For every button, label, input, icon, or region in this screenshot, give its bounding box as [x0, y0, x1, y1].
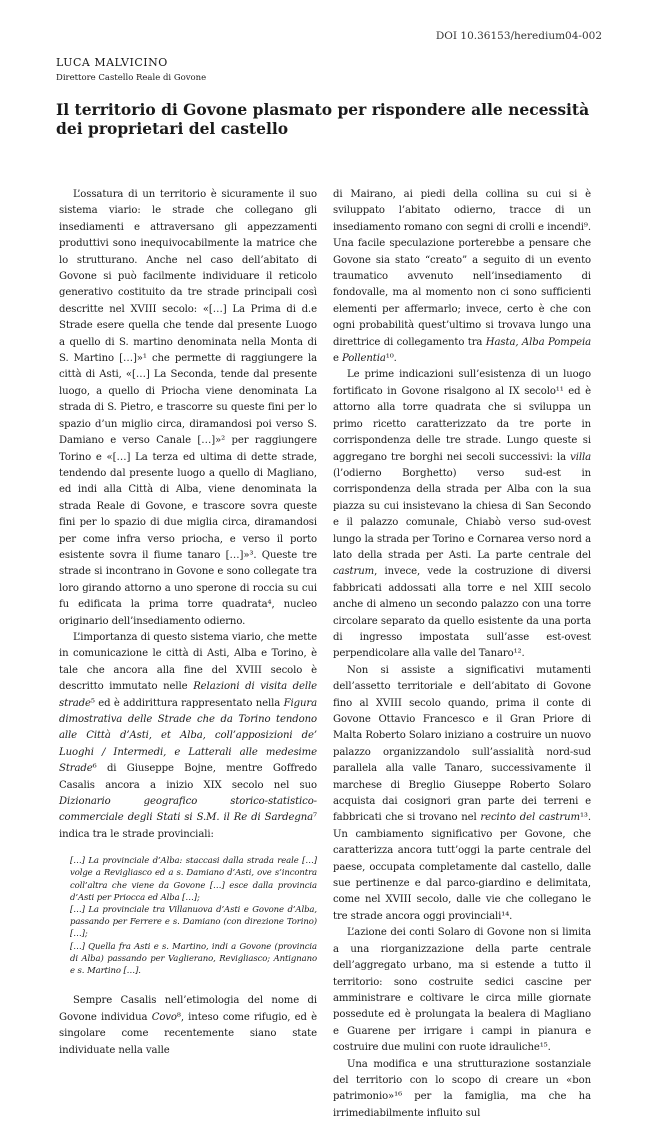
- paragraph-text: , invece, vede la costruzione di diversi fabbricati addossati alla torre e nel XIII secolo anche di almeno un secondo palazzo con una torre circolare separato da quello esistente da una porta di ingresso impostata sull’asse est-ovest perpendicolare alla valle del Tanaro¹².: [333, 566, 591, 660]
- paragraph: [59, 993, 317, 1059]
- paragraph: [333, 187, 591, 367]
- author-affiliation: Direttore Castello Reale di Govone: [56, 73, 207, 83]
- paragraph: [333, 925, 591, 1056]
- paragraph-text: L’azione dei conti Solaro di Govone non si limita a una riorganizzazione della parte centrale dell’aggregato urbano, ma si estende a tutto il territorio: sono costruite sedici cascine per amministrare e coltivare le circa mille giornate possedute ed è prolungata la bealera di Magliano e Guarene per irrigare i campi in pianura e costruire due mulini con ruote idrauliche¹⁵.: [333, 927, 591, 1054]
- paragraph-text: Le prime indicazioni sull’esistenza di un luogo fortificato in Govone risalgono al IX secolo¹¹ ed è attorno alla torre quadrata che si sviluppa un primo ricetto caratterizzato da tre porte in corrispondenza delle tre strade. Lungo queste si aggregano tre borghi nei secoli successivi: la: [333, 369, 591, 463]
- quote-item: […] Quella fra Asti e s. Martino, indi a Govone (provincia di Alba) passando per Vaglierano, Revigliasco; Antignano e s. Martino […].: [70, 941, 317, 977]
- paragraph: [59, 187, 317, 630]
- paragraph-text: (l’odierno Borghetto) verso sud-est in corrispondenza della strada per Alba con la sua piazza su cui insistevano la chiesa di San Secondo e il palazzo comunale, Chiabò verso sud-ovest lungo la strada per Torino e Cornarea verso nord a lato della strada per Asti. La parte centrale del: [333, 467, 591, 561]
- paragraph-text: Sempre Casalis nell’etimologia del nome di Govone individua: [59, 995, 317, 1023]
- italic-word: recinto del castrum: [480, 812, 580, 824]
- italic-title: Figura dimostrativa delle Strade che da Torino tendono alle Città d’Asti, et Alba, coll’apposizioni de’ Luoghi / Intermedi, e Latterali alle medesime Strade: [59, 697, 317, 775]
- italic-word: villa: [570, 451, 591, 463]
- italic-word: Hasta, Alba Pompeia: [485, 336, 591, 348]
- paragraph-text: ⁵ ed è addirittura rappresentato nella: [90, 697, 284, 709]
- paragraph: [333, 663, 591, 926]
- paragraph: [333, 367, 591, 662]
- paragraph-text: di Mairano, ai piedi della collina su cui si è sviluppato l’abitato odierno, tracce di un insediamento romano con segni di crolli e incendi⁹. Una facile speculazione porterebbe a pensare che Govone sia stato “creato” a seguito di un evento traumatico avvenuto nell’insediamento di fondovalle, ma al momento non ci sono sufficienti elementi per affermarlo; invece, certo è che con ogni probabilità quest’ultimo si trovava lungo una direttrice di collegamento tra: [333, 189, 591, 348]
- paragraph-text: ¹³. Un cambiamento significativo per Govone, che caratterizza ancora tutt’oggi la parte centrale del paese, occupata completamente dal castello, dalle sue pertinenze e dal parco-giardino e delimitata, come nel XVIII secolo, dalle vie che collegano le tre strade ancora oggi provinciali¹⁴.: [333, 812, 591, 922]
- quote-item: […] La provinciale tra Villanuova d’Asti e Govone d’Alba, passando per Ferrere e s. Damiano (con direzione Torino) […];: [70, 905, 317, 940]
- article-title: Il territorio di Govone plasmato per rispondere alle necessità dei proprietari del castello: [56, 100, 590, 138]
- quote-item: […] La provinciale d’Alba: staccasi dalla strada reale […] volge a Revigliasco ed a s. Damiano d’Asti, ove s’incontra coll’altra che viene da Govone […] esce dalla provincia d’Asti per Priocca ed Alba […];: [70, 856, 317, 903]
- doi-label: DOI 10.36153/heredium04-002: [435, 30, 602, 42]
- right-column: [333, 187, 591, 1122]
- italic-title: Relazioni di visita delle strade: [59, 681, 318, 709]
- paragraph-text: L’ossatura di un territorio è sicuramente il suo sistema viario: le strade che collegano gli insediamenti e attraversano gli appezzamenti produttivi sono inequivocabilmente la matrice che lo strutturano. Anche nel caso dell’abitato di Govone si può facilmente individuare il reticolo generativo costituito da tre strade principali così descritte nel XVIII secolo: «[…] La Prima di d.e Strade esere quella che tende dal presente Luogo a quello di S. martino denominata nella Monta di S. Martino […]»¹ che permette di raggiungere la città di Asti, «[…] La Seconda, tende dal presente luogo, a quello di Priocha viene denominata La strada di S. Pietro, e trascorre su queste fini per lo spazio d’un miglio circa, diramandosi poi verso S. Damiano e verso Canale […]»² per raggiungere Torino e «[…] La terza ed ultima di dette strade, tendendo dal presente luogo a quello di Magliano, ed indi alla Città di Alba, viene denominata la strada Reale di Govone, e trascore sovra queste fini per lo spazio di due miglia circa, diramandosi per come infra verso priocha, e verso il porto esistente sovra il fiume tanaro […]»³. Queste tre strade si incontrano in Govone e sono collegate tra loro girando attorno a uno sperone di roccia su cui fu edificata la prima torre quadrata⁴, nucleo originario dell’insediamento odierno.: [59, 189, 317, 627]
- paragraph-text: ⁸, inteso come rifugio, ed è singolare come recentemente siano state individuate nella valle: [59, 1011, 317, 1056]
- paragraph-text: ⁷ indica tra le strade provinciali:: [59, 812, 317, 840]
- paragraph: [333, 1057, 591, 1122]
- paragraph: [59, 630, 317, 843]
- italic-word: castrum: [333, 566, 375, 578]
- paragraph-text: Non si assiste a significativi mutamenti dell’assetto territoriale e dell’abitato di Govone fino al XVIII secolo quando, prima il conte di Govone Ottavio Francesco e il Gran Priore di Malta Roberto Solaro iniziano a costruire un nuovo palazzo organizzandolo sull’assialità nord-sud parallela alla valle Tanaro, successivamente il marchese di Breglio Giuseppe Roberto Solaro acquista dai cosignori gran parte dei terreni e fabbricati che si trovano nel: [333, 664, 591, 824]
- left-column: [59, 187, 317, 1059]
- italic-word: Covo: [151, 1011, 177, 1023]
- paragraph-text: ⁶ di Giuseppe Bojne, mentre Goffredo Casalis ancora a inizio XIX secolo nel suo: [59, 763, 317, 791]
- italic-word: Pollentia: [341, 353, 386, 365]
- block-quote: [70, 855, 317, 977]
- paragraph-text: Una modifica e una strutturazione sostanziale del territorio con lo scopo di creare un «bon patrimonio»¹⁶ per la famiglia, ma che ha irrimediabilmente influito sul: [333, 1058, 591, 1119]
- italic-title: Dizionario geografico storico-statistico-commerciale degli Stati si S.M. il Re di Sardegna: [59, 796, 317, 824]
- author-name: LUCA MALVICINO: [56, 56, 168, 69]
- paragraph-text: L’importanza di questo sistema viario, che mette in comunicazione le città di Asti, Alba e Torino, è tale che ancora alla fine del XVIII secolo è descritto immutato nelle: [59, 631, 317, 693]
- paragraph-text: ¹⁰.: [385, 353, 397, 365]
- paragraph-text: e: [333, 353, 342, 365]
